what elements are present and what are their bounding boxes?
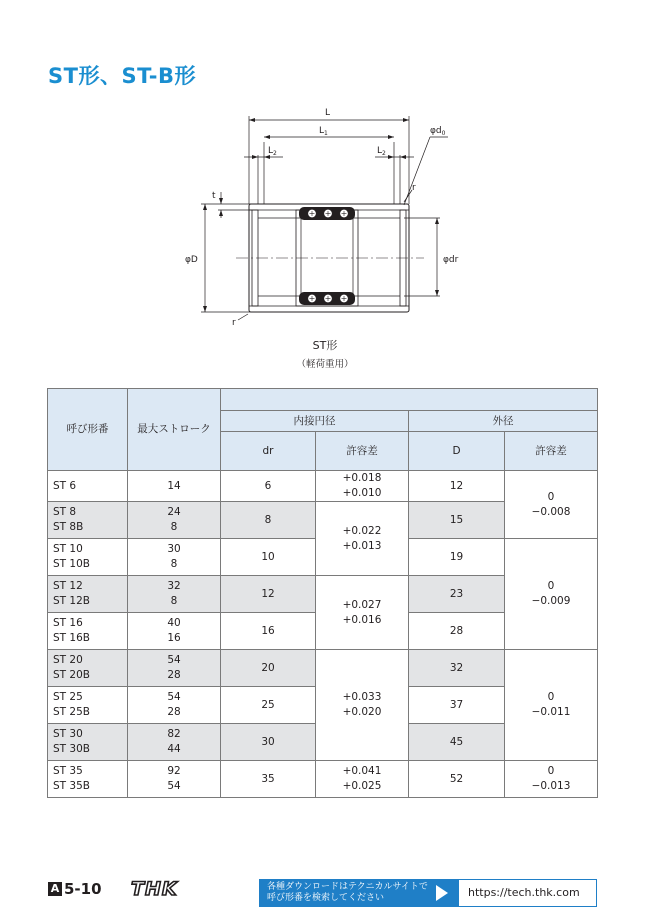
header-dr: dr [221, 432, 316, 471]
outer-tolerance-cell: 0 −0.008 [505, 471, 598, 539]
outer-tolerance-cell: 0 −0.013 [505, 761, 598, 798]
D-cell: 19 [409, 539, 505, 576]
dim-label-D: φD [185, 255, 198, 265]
inner-tolerance-cell: +0.041 +0.025 [316, 761, 409, 798]
header-stroke: 最大ストローク [128, 389, 221, 471]
D-cell: 12 [409, 471, 505, 502]
model-cell: ST 6 [48, 471, 128, 502]
model-cell: ST 35 ST 35B [48, 761, 128, 798]
inner-tolerance-cell: +0.027 +0.016 [316, 576, 409, 650]
stroke-cell: 40 16 [128, 613, 221, 650]
stroke-cell: 92 54 [128, 761, 221, 798]
dr-cell: 30 [221, 724, 316, 761]
dim-label-d0: $\varphi d_0$ [430, 126, 446, 137]
model-cell: ST 16 ST 16B [48, 613, 128, 650]
download-promo-banner[interactable] [259, 879, 458, 907]
dim-label-r-bottom: r [232, 318, 236, 328]
dim-label-L2-right: $L_2$ [377, 146, 386, 157]
table-row [48, 761, 598, 798]
outer-tolerance-cell: 0 −0.009 [505, 539, 598, 650]
D-cell: 23 [409, 576, 505, 613]
dim-label-dr: φdr [443, 255, 459, 265]
dim-label-L1: $L_1$ [319, 126, 328, 137]
dr-cell: 6 [221, 471, 316, 502]
model-cell: ST 30 ST 30B [48, 724, 128, 761]
thk-logo: THK [131, 878, 178, 900]
table-row [48, 650, 598, 687]
dim-label-L2-left: $L_2$ [268, 146, 277, 157]
stroke-cell: 54 28 [128, 650, 221, 687]
model-cell: ST 8 ST 8B [48, 502, 128, 539]
stroke-cell: 82 44 [128, 724, 221, 761]
dr-cell: 16 [221, 613, 316, 650]
dr-cell: 12 [221, 576, 316, 613]
table-row [48, 471, 598, 502]
model-cell: ST 25 ST 25B [48, 687, 128, 724]
stroke-cell: 14 [128, 471, 221, 502]
D-cell: 37 [409, 687, 505, 724]
page-number: A 5-10 [48, 880, 102, 898]
header-outer-tolerance: 許容差 [505, 432, 598, 471]
model-cell: ST 20 ST 20B [48, 650, 128, 687]
arrow-right-icon [436, 885, 448, 901]
header-outer-diameter: 外径 [409, 411, 598, 432]
header-inner-tolerance: 許容差 [316, 432, 409, 471]
model-cell: ST 12 ST 12B [48, 576, 128, 613]
promo-line-2: 呼び形番を検索してください [267, 893, 385, 903]
website-link[interactable]: https://tech.thk.com [458, 879, 597, 907]
outer-tolerance-cell: 0 −0.011 [505, 650, 598, 761]
D-cell: 32 [409, 650, 505, 687]
page-title: ST形、ST-B形 [48, 64, 197, 88]
D-cell: 45 [409, 724, 505, 761]
dr-cell: 25 [221, 687, 316, 724]
promo-line-1: 各種ダウンロードはテクニカルサイトで [267, 882, 428, 892]
dr-cell: 35 [221, 761, 316, 798]
spec-table [47, 388, 598, 798]
drawing-subcaption: （軽荷重用） [296, 359, 354, 370]
header-model: 呼び形番 [48, 389, 128, 471]
stroke-cell: 24 8 [128, 502, 221, 539]
dr-cell: 20 [221, 650, 316, 687]
inner-tolerance-cell: +0.022 +0.013 [316, 502, 409, 576]
model-cell: ST 10 ST 10B [48, 539, 128, 576]
dim-label-t: t [212, 191, 216, 201]
dr-cell: 10 [221, 539, 316, 576]
header-D: D [409, 432, 505, 471]
dim-label-L: L [325, 108, 331, 118]
dim-label-r-top: r [412, 183, 416, 193]
section-mark: A [48, 882, 62, 896]
drawing-caption: ST形 [312, 339, 338, 352]
stroke-cell: 32 8 [128, 576, 221, 613]
header-inner-diameter: 内接円径 [221, 411, 409, 432]
inner-tolerance-cell: +0.018 +0.010 [316, 471, 409, 502]
bushing-drawing [0, 0, 650, 380]
stroke-cell: 30 8 [128, 539, 221, 576]
page-footer [0, 872, 650, 912]
D-cell: 15 [409, 502, 505, 539]
inner-tolerance-cell: +0.033 +0.020 [316, 650, 409, 761]
D-cell: 52 [409, 761, 505, 798]
header-top-band [221, 389, 598, 411]
dr-cell: 8 [221, 502, 316, 539]
stroke-cell: 54 28 [128, 687, 221, 724]
D-cell: 28 [409, 613, 505, 650]
